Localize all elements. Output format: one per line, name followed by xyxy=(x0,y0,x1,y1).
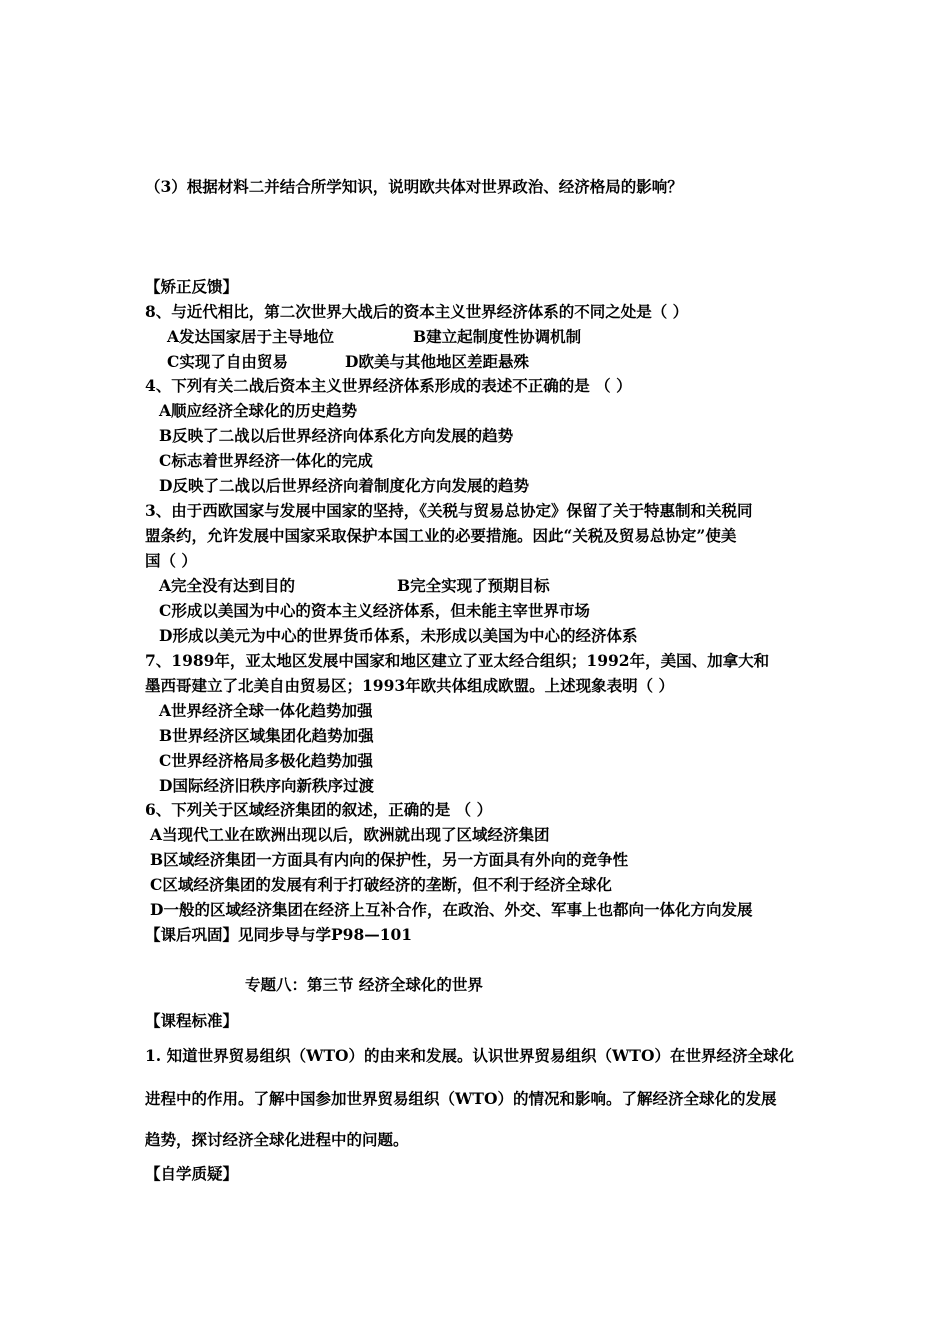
self-study-heading: 【自学质疑】 xyxy=(145,1164,239,1183)
q3m-option-a: A完全没有达到目的 xyxy=(159,576,296,595)
q7-option-a: A世界经济全球一体化趋势加强 xyxy=(159,701,373,720)
q8-stem: 8、与近代相比，第二次世界大战后的资本主义世界经济体系的不同之处是（ ） xyxy=(145,302,689,321)
q7-stem-line2: 墨西哥建立了北美自由贸易区；1993年欧共体组成欧盟。上述现象表明（ ） xyxy=(145,676,675,695)
after-class-review: 【课后巩固】见同步导与学P98—101 xyxy=(145,925,413,944)
standard-line3: 趋势，探讨经济全球化进程中的问题。 xyxy=(145,1130,409,1149)
q3m-option-d: D形成以美元为中心的世界货币体系，未形成以美国为中心的经济体系 xyxy=(159,626,638,645)
q4-option-b: B反映了二战以后世界经济向体系化方向发展的趋势 xyxy=(159,426,514,445)
q4-stem: 4、下列有关二战后资本主义世界经济体系形成的表述不正确的是 （ ） xyxy=(145,376,632,395)
q8-option-a: A发达国家居于主导地位 xyxy=(167,327,335,346)
standard-line1: 1. 知道世界贸易组织（WTO）的由来和发展。认识世界贸易组织（WTO）在世界经济全球化 xyxy=(145,1046,794,1065)
standard-line2: 进程中的作用。了解中国参加世界贸易组织（WTO）的情况和影响。了解经济全球化的发展 xyxy=(145,1089,777,1108)
q3m-stem-line1: 3、由于西欧国家与发展中国家的坚持，《关税与贸易总协定》保留了关于特惠制和关税同 xyxy=(145,501,753,520)
q4-option-d: D反映了二战以后世界经济向着制度化方向发展的趋势 xyxy=(159,476,529,495)
section-title: 专题八：第三节 经济全球化的世界 xyxy=(245,975,483,994)
q6-option-a: A当现代工业在欧洲出现以后，欧洲就出现了区域经济集团 xyxy=(150,825,550,844)
q6-stem: 6、下列关于区域经济集团的叙述，正确的是 （ ） xyxy=(145,800,493,819)
q8-option-d: D欧美与其他地区差距悬殊 xyxy=(345,352,529,371)
q4-option-c: C标志着世界经济一体化的完成 xyxy=(159,451,373,470)
q7-option-b: B世界经济区域集团化趋势加强 xyxy=(159,726,374,745)
q3m-option-c: C形成以美国为中心的资本主义经济体系，但未能主宰世界市场 xyxy=(159,601,590,620)
q7-option-c: C世界经济格局多极化趋势加强 xyxy=(159,751,373,770)
q3m-option-b: B完全实现了预期目标 xyxy=(397,576,550,595)
q3m-stem-line3: 国（ ） xyxy=(145,551,197,570)
q8-option-c: C实现了自由贸易 xyxy=(167,352,288,371)
q6-option-c: C区域经济集团的发展有利于打破经济的垄断，但不利于经济全球化 xyxy=(150,875,612,894)
q7-option-d: D国际经济旧秩序向新秩序过渡 xyxy=(159,776,374,795)
q3m-stem-line2: 盟条约，允许发展中国家采取保护本国工业的必要措施。因此“关税及贸易总协定”使美 xyxy=(145,526,737,545)
q3-prompt: （3）根据材料二并结合所学知识，说明欧共体对世界政治、经济格局的影响？ xyxy=(145,177,683,196)
q8-option-b: B建立起制度性协调机制 xyxy=(413,327,582,346)
feedback-heading: 【矫正反馈】 xyxy=(145,277,239,296)
q4-option-a: A顺应经济全球化的历史趋势 xyxy=(159,401,358,420)
curriculum-heading: 【课程标准】 xyxy=(145,1011,239,1030)
q6-option-b: B区域经济集团一方面具有内向的保护性，另一方面具有外向的竞争性 xyxy=(150,850,629,869)
q7-stem-line1: 7、1989年，亚太地区发展中国家和地区建立了亚太经合组织；1992年，美国、加拿大和 xyxy=(145,651,770,670)
q6-option-d: D一般的区域经济集团在经济上互补合作，在政治、外交、军事上也都向一体化方向发展 xyxy=(150,900,753,919)
